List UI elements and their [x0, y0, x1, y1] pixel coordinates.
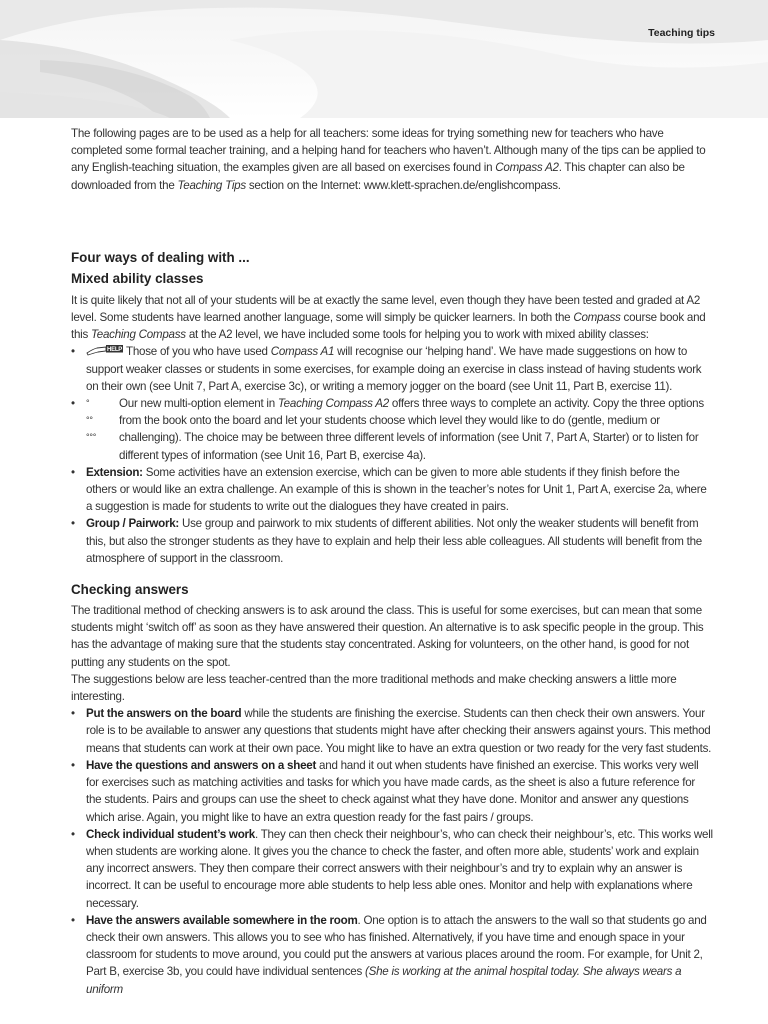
item-text: . One option is to attach the answers to the wall so that students go and check their own answers. This allows you to see who has finished. Alternatively, if you have time and enough space in your classroom for students to move around, you could put the answers at various places around the room. For example, for Unit 2, Part B, exercise 3b, you could have individual sentences [86, 913, 707, 979]
svg-text:HELP: HELP [106, 347, 123, 354]
multi-option-text [86, 395, 713, 464]
bullet: • [71, 397, 75, 411]
bullet: • [71, 517, 75, 531]
paragraph-text: at the A2 level, we have included some tools for helping you to work with mixed ability classes: [185, 328, 649, 342]
list-item [71, 515, 713, 567]
item-heading: Check individual student’s work [86, 827, 255, 841]
paragraph-text: course book and this [71, 311, 706, 342]
bullet: • [71, 758, 75, 772]
section1-intro [71, 292, 713, 344]
level-marker-3: °°° [86, 432, 97, 443]
header-label: Teaching tips [648, 27, 715, 39]
checking-answers-list [71, 705, 713, 997]
list-item [71, 826, 713, 912]
bullet: • [71, 827, 75, 841]
intro-paragraph [71, 125, 713, 194]
item-text: offers three ways to complete an activity. Copy the three options from the book onto the board and let your students choose which level they would like to do (gentle, medium or challenging). The choice may be between three different levels of information (see Unit 7, Part A, Starter) or to listen for different types of information (see Unit 16, Part B, exercise 4a). [119, 397, 704, 462]
intro-text: section on the Internet: www.klett-sprachen.de/englishcompass. [245, 178, 561, 192]
paragraph: The traditional method of checking answers is to ask around the class. This is useful for some exercises, but can mean that some students might ‘switch off’ as soon as they have answered their question. An alternative is to ask specific people in the group. This has the advantage of making sure that the students stay concentrated. Asking for volunteers, on the other hand, is good for not putting any students on the spot. [71, 604, 704, 669]
item-text: and hand it out when students have finished an exercise. This works very well for exercises such as matching activities and tasks for which you have made cards, as the sheet is also a future reference for the students. Pairs and groups can use the sheet to check against what they have done. Monitor and answer any questions which arise. Again, you might like to have an extra question ready for the fast pairs / groups. [86, 758, 699, 824]
page-content [71, 125, 713, 998]
book-title: Teaching Compass [91, 328, 186, 342]
paragraph: The suggestions below are less teacher-centred than the more traditional methods and make checking answers a little more interesting. [71, 672, 677, 704]
item-text: Our new multi-option element in [119, 397, 278, 411]
list-item [71, 912, 713, 998]
paragraph-text: It is quite likely that not all of your students will be at exactly the same level, even though they have been tested and graded at A2 level. Some students have learned another language, some will simply be quicker learners. In both the [71, 293, 701, 325]
intro-text: . This chapter can also be downloaded from the [71, 161, 685, 192]
item-heading: Have the answers available somewhere in the room [86, 913, 358, 927]
item-text: Those of you who have used [126, 345, 271, 359]
item-heading: Put the answers on the board [86, 707, 242, 721]
level-marker-2: °° [86, 415, 93, 426]
book-title: Compass A1 [270, 345, 335, 359]
item-heading: Extension: [86, 465, 143, 479]
section-title: Checking answers [71, 582, 189, 598]
list-item [71, 464, 713, 516]
section-title: Four ways of dealing with ... [71, 249, 250, 265]
bullet: • [71, 465, 75, 479]
item-text: will recognise our ‘helping hand’. We have made suggestions on how to support weaker classes or students in some exercises, for example doing an exercise in class instead of having students work on their own (see Unit 7, Part A, exercise 3c), or writing a memory jogger on the board (see Unit 11, Part B, exercise 11). [86, 345, 702, 393]
bullet: • [71, 345, 75, 359]
list-item [71, 757, 713, 826]
intro-book-title: Compass A2 [495, 161, 559, 175]
item-text: while the students are finishing the exercise. Students can then check their own answers. Your role is to be available to answer any questions that students might have after checking their answers against yours. This method means that students can work at their own pace. You might like to have an extra question or two ready for the very fast students. [86, 707, 712, 755]
intro-section-name: Teaching Tips [177, 178, 246, 192]
intro-text: The following pages are to be used as a help for all teachers: some ideas for trying something new for teachers who have completed some formal teacher training, and a helping hand for teachers who haven’t. Although many of the tips can be applied to any English-teaching situation, the examples given are all based on exercises found in [71, 127, 706, 175]
example-sentence: (She is working at the animal hospital today. She always wears a uniform [86, 965, 682, 996]
item-heading: Group / Pairwork: [86, 517, 180, 531]
multi-option-markers [86, 395, 116, 447]
header-banner [0, 0, 768, 118]
book-title: Compass [573, 311, 621, 325]
item-text: Some activities have an extension exercise, which can be given to more able students if they finish before the others or would like an extra challenge. An example of this is shown in the teacher’s notes for Unit 1, Part A, exercise 2a, where a suggestion is made for students to write out the dialogues they have created in pairs. [86, 465, 707, 514]
bullet: • [71, 913, 75, 927]
book-title: Teaching Compass A2 [277, 397, 389, 411]
helping-hand-icon [86, 344, 124, 356]
list-item [71, 705, 713, 757]
level-marker-1: ° [86, 398, 90, 409]
section-subtitle: Mixed ability classes [71, 270, 204, 286]
mixed-ability-list [71, 343, 713, 567]
list-item [71, 395, 713, 464]
item-heading: Have the questions and answers on a sheet [86, 758, 317, 772]
item-text: . They can then check their neighbour’s, who can check their neighbour’s, etc. This works well when students are working alone. It gives you the chance to check the faster, and often more able, students’ work and explain any incorrect answers. They then compare their correct answers with their neighbour’s and try to explain why an answer is incorrect. It can be useful to encourage more able students to help less able ones. Monitor and help with explanations where necessary. [86, 827, 713, 910]
item-text: Use group and pairwork to mix students of different abilities. Not only the weaker students will benefit from this, but also the stronger students as they have to explain and help their less able colleagues. All students will benefit from the atmosphere of support in the classroom. [86, 517, 702, 565]
list-item [71, 343, 713, 395]
bullet: • [71, 707, 75, 721]
banner-graphic [0, 0, 768, 118]
